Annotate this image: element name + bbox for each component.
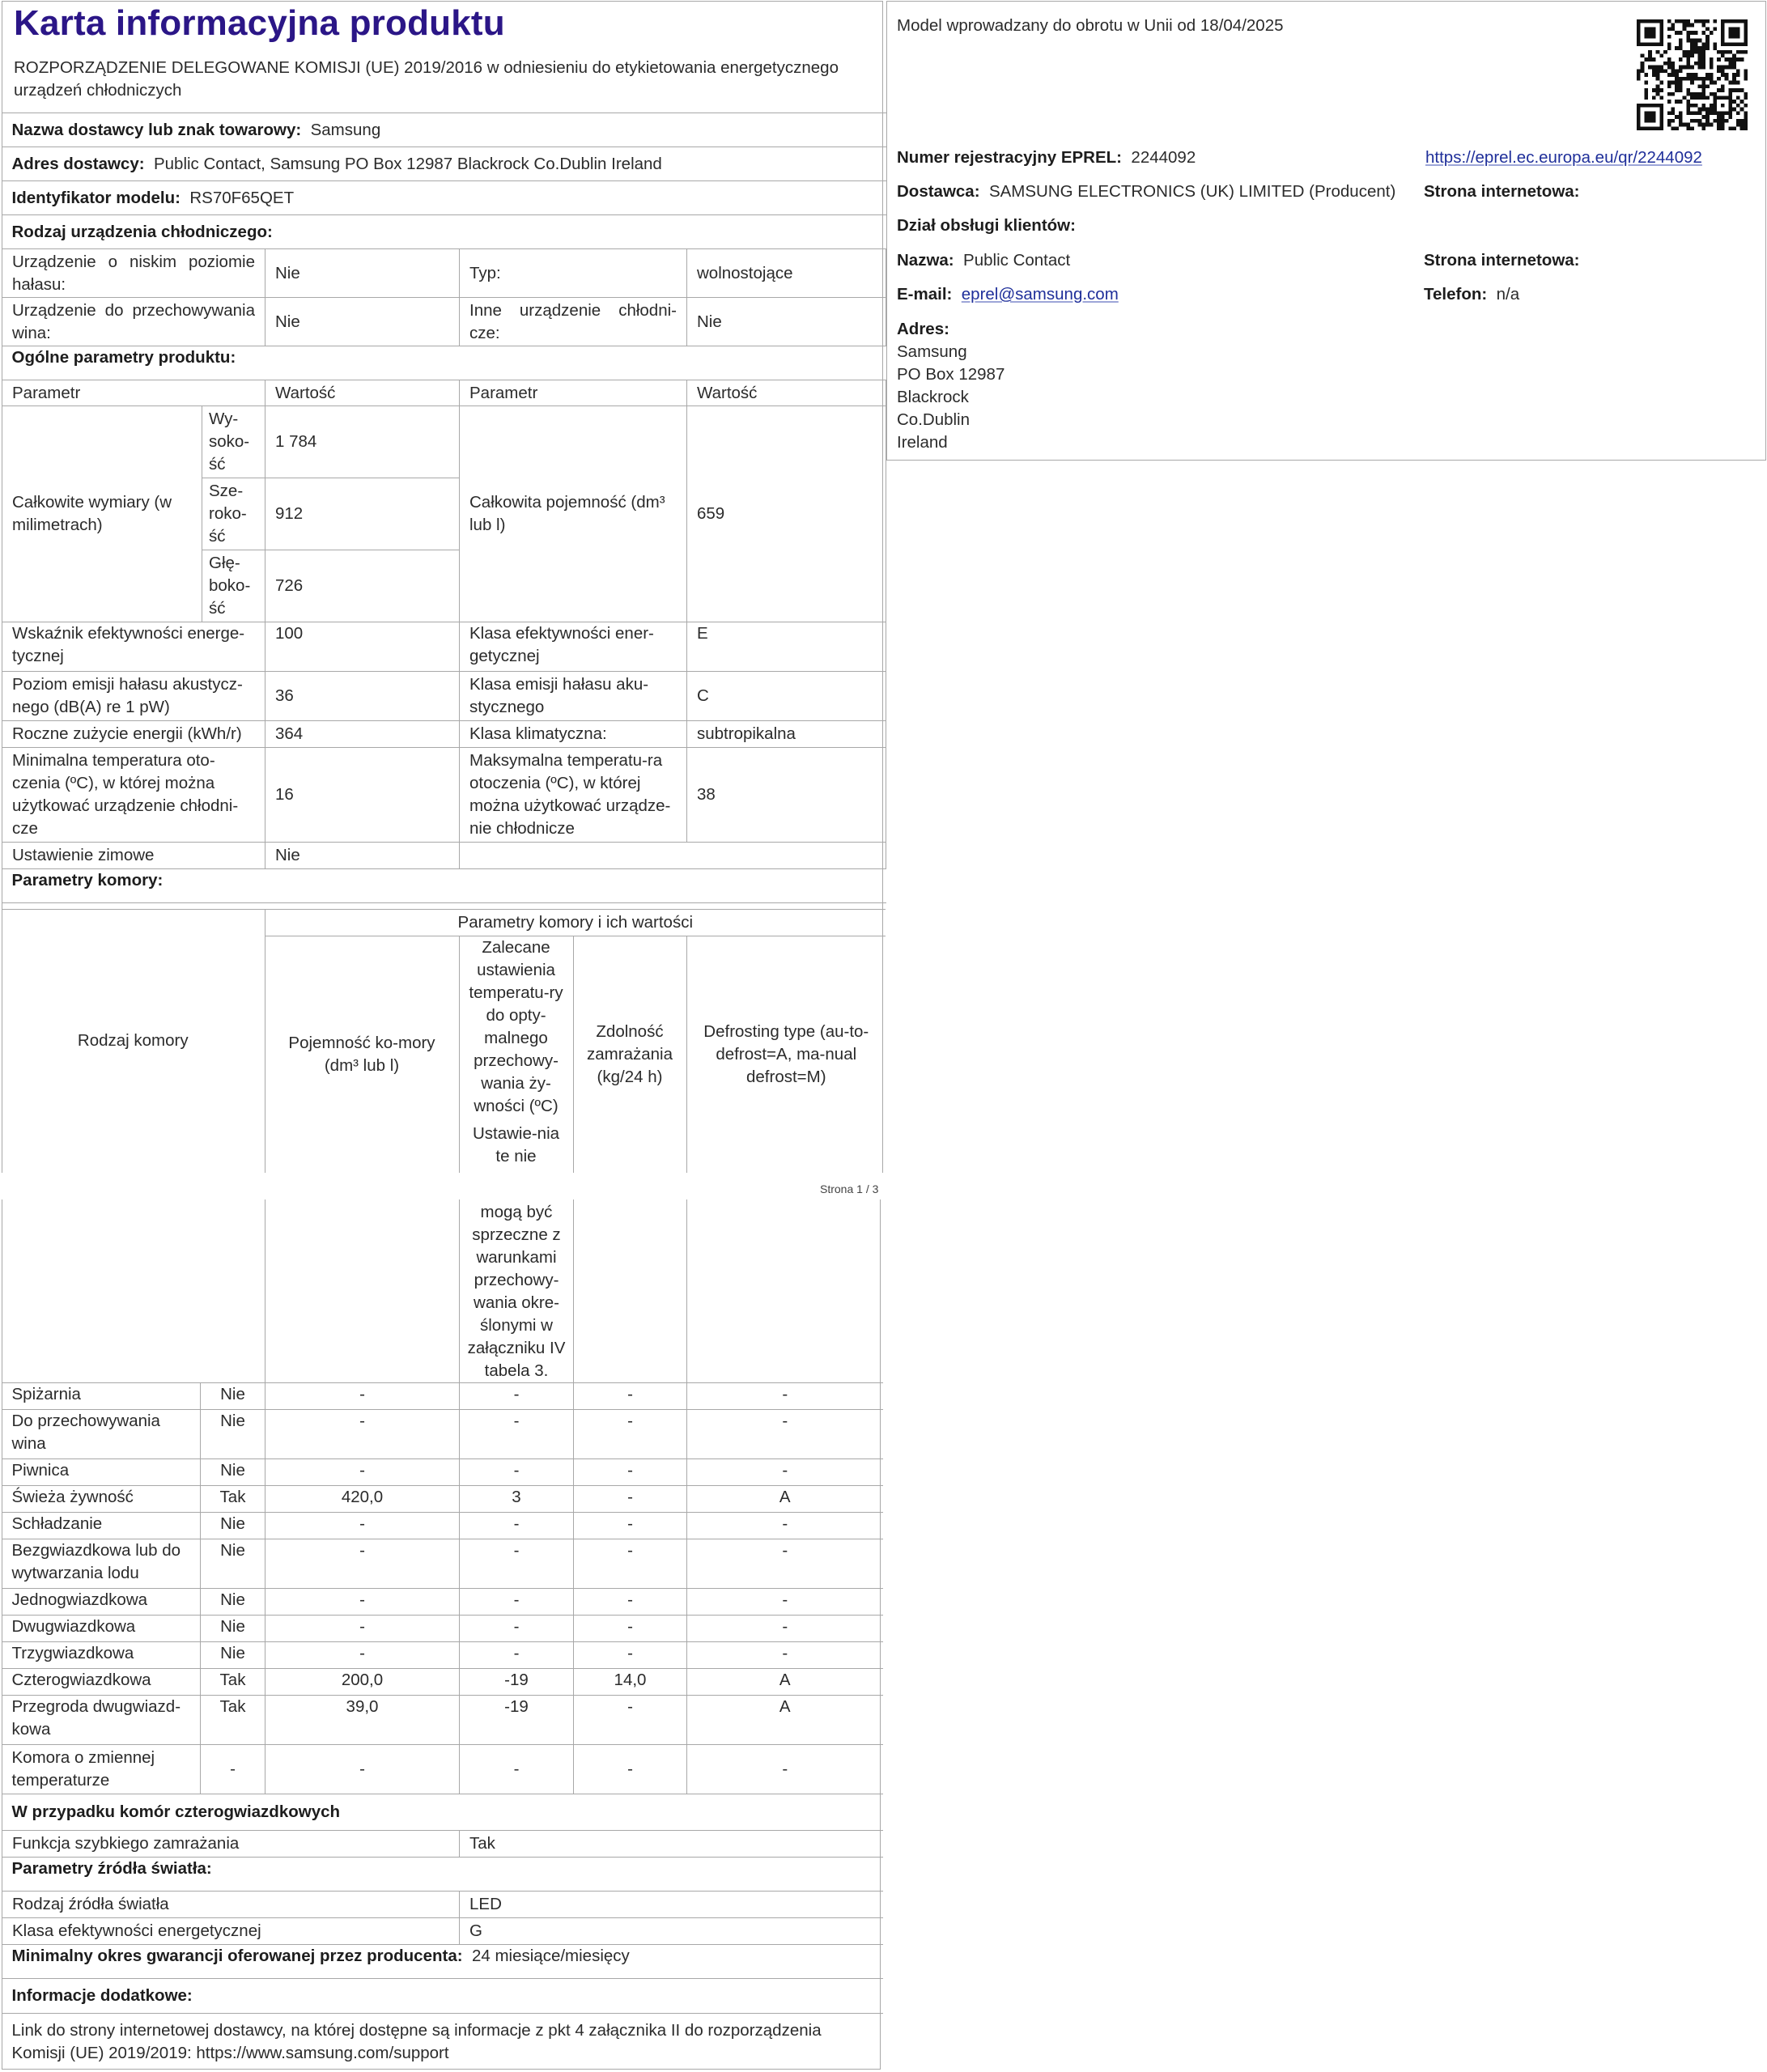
compartment-name: Trzygwiazdkowa <box>2 1641 201 1668</box>
compartment-name: Czterogwiazdkowa <box>2 1668 201 1695</box>
supplier-row: Dostawca: SAMSUNG ELECTRONICS (UK) LIMITED (Producent) <box>897 182 1396 201</box>
website-label-2: Strona internetowa: <box>1424 251 1580 270</box>
compartment-defrost: - <box>687 1615 883 1641</box>
compartment-freeze: - <box>574 1615 687 1641</box>
compartment-temp: - <box>460 1615 574 1641</box>
energy-class-value: E <box>687 622 886 672</box>
additional-info-text: Link do strony internetowej dostawcy, na której dostępne są informacje z pkt 4 załącznika II do rozporządzenia Komisji (UE) 2019/2019: https://www.samsung.com/support <box>2 2013 883 2071</box>
height-label: Wy-soko-ść <box>202 406 265 478</box>
compartments-heading: Parametry komory: <box>2 869 886 903</box>
column-header-value: Wartość <box>265 380 460 406</box>
phone-row: Telefon: n/a <box>1424 285 1520 304</box>
eei-value: 100 <box>265 622 460 672</box>
compartment-name: Do przechowywania wina <box>2 1409 201 1458</box>
climate-class-value: subtropikalna <box>687 721 886 748</box>
compartment-present: - <box>201 1744 265 1794</box>
compartment-present: Nie <box>201 1615 265 1641</box>
compartment-freeze: - <box>574 1695 687 1744</box>
noise-class-value: C <box>687 672 886 721</box>
contact-name-row: Nazwa: Public Contact <box>897 251 1071 270</box>
compartment-type-header: Rodzaj komory <box>2 910 265 1173</box>
compartment-name: Spiżarnia <box>2 1382 201 1409</box>
fast-freeze-label: Funkcja szybkiego zamrażania <box>2 1830 460 1857</box>
compartment-type-header-cont <box>2 1199 265 1382</box>
other-device-label: Inne urządzenie chłodni-cze: <box>460 298 687 346</box>
eprel-number-value: 2244092 <box>1131 148 1196 167</box>
max-temp-label: Maksymalna temperatu-ra otoczenia (ºC), w której można użytkować urządze-nie chłodnicze <box>460 748 687 843</box>
compartment-temp: -19 <box>460 1668 574 1695</box>
noise-label: Poziom emisji hałasu akustycz-nego (dB(A) re 1 pW) <box>2 672 265 721</box>
compartment-defrost: - <box>687 1409 883 1458</box>
compartment-name: Bezgwiazdkowa lub do wytwarzania lodu <box>2 1539 201 1588</box>
product-sheet-page-1 <box>2 1 883 1173</box>
compartment-defrost: A <box>687 1668 883 1695</box>
market-date-text: Model wprowadzany do obrotu w Unii od 18/04/2025 <box>897 16 1284 35</box>
compartment-present: Tak <box>201 1668 265 1695</box>
compartment-temp: - <box>460 1409 574 1458</box>
compartment-row <box>2 1409 883 1458</box>
type-label: Typ: <box>460 249 687 298</box>
address-heading: Adres: <box>897 320 949 338</box>
compartment-freeze: - <box>574 1641 687 1668</box>
compartment-row <box>2 1382 883 1409</box>
eprel-info-panel <box>886 1 1766 461</box>
annual-consumption-label: Roczne zużycie energii (kWh/r) <box>2 721 265 748</box>
depth-value: 726 <box>265 550 460 622</box>
total-volume-value: 659 <box>687 406 886 622</box>
compartment-freeze: - <box>574 1382 687 1409</box>
compartment-temp: - <box>460 1539 574 1588</box>
compartment-row <box>2 1539 883 1588</box>
recommended-temp-header: Zalecane ustawienia temperatu-ry do opty-malnego przechowy-wania ży-wności (ºC) Ustawie-nia te nie <box>459 936 573 1173</box>
address-line: Blackrock <box>897 388 969 406</box>
winter-setting-value: Nie <box>265 843 460 869</box>
column-header-value: Wartość <box>687 380 886 406</box>
dimensions-label: Całkowite wymiary (w milimetrach) <box>2 406 202 622</box>
compartment-freeze: - <box>574 1485 687 1512</box>
warranty-value: 24 miesiące/miesięcy <box>471 1946 630 1965</box>
width-label: Sze-roko-ść <box>202 478 265 550</box>
contact-name-value: Public Contact <box>963 251 1071 270</box>
compartment-name: Dwugwiazdkowa <box>2 1615 201 1641</box>
column-header-parameter: Parametr <box>460 380 687 406</box>
compartment-temp: 3 <box>460 1485 574 1512</box>
supplier-value: SAMSUNG ELECTRONICS (UK) LIMITED (Producent) <box>988 182 1396 201</box>
supplier-address-row: Adres dostawcy: Public Contact, Samsung PO Box 12987 Blackrock Co.Dublin Ireland <box>2 147 886 181</box>
compartment-present: Nie <box>201 1512 265 1539</box>
climate-class-label: Klasa klimatyczna: <box>460 721 687 748</box>
eprel-number-row: Numer rejestracyjny EPREL: 2244092 <box>897 148 1196 167</box>
total-volume-label: Całkowita pojemność (dm³ lub l) <box>460 406 687 622</box>
wine-device-label: Urządzenie do przechowywania wina: <box>2 298 265 346</box>
light-type-label: Rodzaj źródła światła <box>2 1891 460 1917</box>
freezing-capacity-header-cont <box>574 1199 687 1382</box>
product-sheet-page-2 <box>2 1199 881 2070</box>
compartment-defrost: - <box>687 1641 883 1668</box>
compartment-temp: - <box>460 1382 574 1409</box>
compartment-defrost: - <box>687 1512 883 1539</box>
other-device-value: Nie <box>687 298 886 346</box>
compartment-defrost: A <box>687 1485 883 1512</box>
compartment-row <box>2 1641 883 1668</box>
compartment-volume: - <box>265 1409 460 1458</box>
compartment-row <box>2 1458 883 1485</box>
compartment-volume: - <box>265 1539 460 1588</box>
fast-freeze-value: Tak <box>460 1830 883 1857</box>
min-temp-value: 16 <box>265 748 460 843</box>
compartment-group-header: Parametry komory i ich wartości <box>265 910 886 936</box>
compartment-temp: - <box>460 1744 574 1794</box>
compartment-present: Nie <box>201 1588 265 1615</box>
light-type-value: LED <box>460 1891 883 1917</box>
supplier-name-row: Nazwa dostawcy lub znak towarowy: Samsung <box>2 113 886 147</box>
light-class-value: G <box>460 1917 883 1944</box>
compartment-freeze: - <box>574 1409 687 1458</box>
compartment-freeze: - <box>574 1539 687 1588</box>
product-parameters-table <box>2 113 886 903</box>
compartment-volume: - <box>265 1382 460 1409</box>
defrost-type-header-cont <box>687 1199 883 1382</box>
recommended-temp-header-cont: mogą być sprzeczne z warunkami przechowy-wania okre-ślonymi w załączniku IV tabela 3. <box>460 1199 574 1382</box>
compartment-row <box>2 1668 883 1695</box>
compartment-present: Nie <box>201 1409 265 1458</box>
compartment-defrost: - <box>687 1539 883 1588</box>
compartment-present: Nie <box>201 1382 265 1409</box>
regulation-text: ROZPORZĄDZENIE DELEGOWANE KOMISJI (UE) 2019/2016 w odniesieniu do etykietowania energetycznego urządzeń chłodniczych <box>14 58 839 100</box>
compartments-table <box>2 1199 883 2071</box>
compartment-volume: - <box>265 1512 460 1539</box>
email-row: E-mail: eprel@samsung.com <box>897 285 1119 304</box>
address-line: PO Box 12987 <box>897 365 1005 384</box>
compartment-volume: - <box>265 1641 460 1668</box>
phone-value: n/a <box>1496 285 1520 304</box>
compartment-freeze: 14,0 <box>574 1668 687 1695</box>
height-value: 1 784 <box>265 406 460 478</box>
noise-value: 36 <box>265 672 460 721</box>
address-line: Co.Dublin <box>897 410 971 429</box>
compartment-temp: - <box>460 1458 574 1485</box>
compartment-row <box>2 1512 883 1539</box>
depth-label: Głę-boko-ść <box>202 550 265 622</box>
compartment-volume: - <box>265 1615 460 1641</box>
light-source-heading: Parametry źródła światła: <box>2 1857 883 1891</box>
address-block <box>897 341 1005 454</box>
address-line: Samsung <box>897 342 967 361</box>
additional-info-heading: Informacje dodatkowe: <box>2 1978 883 2013</box>
compartment-defrost: - <box>687 1744 883 1794</box>
compartment-freeze: - <box>574 1512 687 1539</box>
compartment-volume: 200,0 <box>265 1668 460 1695</box>
compartment-volume: - <box>265 1744 460 1794</box>
compartment-volume-header-cont <box>265 1199 460 1382</box>
compartment-temp: -19 <box>460 1695 574 1744</box>
page-number: Strona 1 / 3 <box>820 1182 879 1195</box>
compartment-freeze: - <box>574 1744 687 1794</box>
model-identifier-value: RS70F65QET <box>189 188 295 207</box>
compartment-name: Komora o zmiennej temperaturze <box>2 1744 201 1794</box>
general-params-heading: Ogólne parametry produktu: <box>2 346 886 380</box>
supplier-address-value: Public Contact, Samsung PO Box 12987 Blackrock Co.Dublin Ireland <box>153 154 662 173</box>
compartment-volume-header: Pojemność ko-mory (dm³ lub l) <box>265 936 459 1173</box>
type-value: wolnostojące <box>687 249 886 298</box>
width-value: 912 <box>265 478 460 550</box>
winter-setting-label: Ustawienie zimowe <box>2 843 265 869</box>
freezing-capacity-header: Zdolność zamrażania (kg/24 h) <box>573 936 686 1173</box>
compartment-present: Nie <box>201 1641 265 1668</box>
compartment-defrost: - <box>687 1382 883 1409</box>
compartment-volume: 39,0 <box>265 1695 460 1744</box>
compartment-present: Nie <box>201 1458 265 1485</box>
supplier-name-value: Samsung <box>310 120 381 139</box>
page-title: Karta informacyjna produktu <box>14 3 505 43</box>
compartment-row <box>2 1615 883 1641</box>
compartment-name: Przegroda dwugwiazd-kowa <box>2 1695 201 1744</box>
compartment-freeze: - <box>574 1458 687 1485</box>
compartment-present: Nie <box>201 1539 265 1588</box>
compartment-name: Schładzanie <box>2 1512 201 1539</box>
compartment-name: Świeża żywność <box>2 1485 201 1512</box>
compartment-row <box>2 1588 883 1615</box>
website-label: Strona internetowa: <box>1424 182 1580 201</box>
annual-consumption-value: 364 <box>265 721 460 748</box>
compartment-defrost: - <box>687 1588 883 1615</box>
four-star-heading: W przypadku komór czterogwiazdkowych <box>2 1794 883 1830</box>
compartment-volume: 420,0 <box>265 1485 460 1512</box>
column-header-parameter: Parametr <box>2 380 265 406</box>
compartment-volume: - <box>265 1588 460 1615</box>
light-class-label: Klasa efektywności energetycznej <box>2 1917 460 1944</box>
compartment-row <box>2 1695 883 1744</box>
address-line: Ireland <box>897 433 948 452</box>
wine-device-value: Nie <box>265 298 460 346</box>
compartment-temp: - <box>460 1641 574 1668</box>
device-type-heading: Rodzaj urządzenia chłodniczego: <box>2 215 886 249</box>
compartment-name: Piwnica <box>2 1458 201 1485</box>
max-temp-value: 38 <box>687 748 886 843</box>
email-link[interactable]: eprel@samsung.com <box>961 285 1119 304</box>
noise-class-label: Klasa emisji hałasu aku-stycznego <box>460 672 687 721</box>
energy-class-label: Klasa efektywności ener-getycznej <box>460 622 687 672</box>
compartment-present: Tak <box>201 1485 265 1512</box>
compartment-header-table <box>2 909 886 1173</box>
min-temp-label: Minimalna temperatura oto-czenia (ºC), w której można użytkować urządzenie chłodni-cze <box>2 748 265 843</box>
compartment-temp: - <box>460 1588 574 1615</box>
compartment-defrost: - <box>687 1458 883 1485</box>
compartment-volume: - <box>265 1458 460 1485</box>
defrost-type-header: Defrosting type (au-to-defrost=A, ma-nual defrost=M) <box>686 936 886 1173</box>
model-identifier-row: Identyfikator modelu: RS70F65QET <box>2 181 886 215</box>
customer-service-heading: Dział obsługi klientów: <box>897 216 1076 235</box>
compartment-temp: - <box>460 1512 574 1539</box>
eprel-link[interactable]: https://eprel.ec.europa.eu/qr/2244092 <box>1425 148 1702 167</box>
compartment-row <box>2 1744 883 1794</box>
eei-label: Wskaźnik efektywności energe-tycznej <box>2 622 265 672</box>
compartment-row <box>2 1485 883 1512</box>
empty-cell <box>460 843 886 869</box>
compartment-name: Jednogwiazdkowa <box>2 1588 201 1615</box>
low-noise-value: Nie <box>265 249 460 298</box>
qr-code-icon[interactable] <box>1637 19 1748 130</box>
compartment-freeze: - <box>574 1588 687 1615</box>
warranty-row: Minimalny okres gwarancji oferowanej przez producenta: 24 miesiące/miesięcy <box>2 1944 883 1978</box>
low-noise-label: Urządzenie o niskim poziomie hałasu: <box>2 249 265 298</box>
compartment-present: Tak <box>201 1695 265 1744</box>
compartment-defrost: A <box>687 1695 883 1744</box>
